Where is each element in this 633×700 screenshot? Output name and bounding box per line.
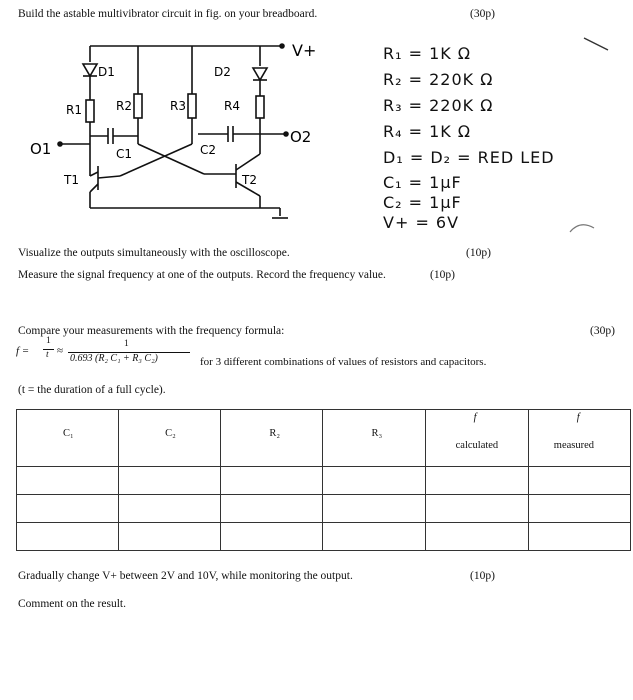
d2-label: D2	[214, 65, 231, 79]
task5-text: Gradually change V+ between 2V and 10V, while monitoring the output.	[18, 570, 353, 582]
cell[interactable]	[17, 523, 119, 551]
o2-label: O2	[290, 128, 312, 146]
formula-num2: 1	[124, 339, 129, 349]
value-r1: R₁ = 1K Ω	[383, 44, 472, 63]
task2-text: Visualize the outputs simultaneously with the oscilloscope.	[18, 247, 290, 259]
formula-den1: t	[46, 350, 49, 360]
r3-label: R3	[170, 99, 186, 113]
task4-points: (30p)	[590, 325, 615, 337]
o1-label: O1	[30, 140, 52, 158]
c2-label: C2	[200, 143, 217, 157]
table-row	[17, 495, 631, 523]
cell[interactable]	[425, 467, 528, 495]
cell[interactable]	[528, 523, 630, 551]
task5-points: (10p)	[470, 570, 495, 582]
d1-label: D1	[98, 65, 115, 79]
task4-text: Compare your measurements with the frequency formula:	[18, 325, 285, 337]
cell[interactable]	[119, 495, 221, 523]
cell[interactable]	[17, 467, 119, 495]
header-f-calculated: f calculated	[425, 410, 528, 467]
cell[interactable]	[221, 495, 323, 523]
value-vplus: V+ = 6V	[383, 213, 460, 232]
cell[interactable]	[221, 467, 323, 495]
task3-text: Measure the signal frequency at one of the outputs. Record the frequency value.	[18, 269, 386, 281]
cell[interactable]	[528, 467, 630, 495]
t1-label: T1	[64, 173, 79, 187]
value-r3: R₃ = 220K Ω	[383, 96, 494, 115]
value-c1: C₁ = 1µF	[383, 173, 462, 192]
formula-tail: for 3 different combinations of values of resistors and capacitors.	[200, 356, 487, 368]
r1-label: R1	[66, 103, 82, 117]
table-row	[17, 523, 631, 551]
t2-label: T2	[242, 173, 257, 187]
cell[interactable]	[17, 495, 119, 523]
table-row	[17, 467, 631, 495]
measurement-table	[16, 409, 631, 551]
task1-text: Build the astable multivibrator circuit in fig. on your breadboard.	[18, 8, 318, 20]
cell[interactable]	[119, 523, 221, 551]
header-c2: C₂	[119, 410, 221, 467]
astable-multivibrator-diagram	[28, 36, 338, 236]
task1-points: (30p)	[470, 8, 495, 20]
pen-mark	[582, 34, 612, 54]
cell[interactable]	[425, 495, 528, 523]
task3-points: (10p)	[430, 269, 455, 281]
header-f-measured: f measured	[528, 410, 630, 467]
formula-approx: ≈	[57, 345, 64, 357]
r2-label: R2	[116, 99, 132, 113]
formula-lhs: f =	[16, 345, 30, 357]
cell[interactable]	[221, 523, 323, 551]
task2-points: (10p)	[466, 247, 491, 259]
cell[interactable]	[323, 495, 425, 523]
cell[interactable]	[323, 467, 425, 495]
r4-label: R4	[224, 99, 240, 113]
cell[interactable]	[119, 467, 221, 495]
cell[interactable]	[528, 495, 630, 523]
task6-text: Comment on the result.	[18, 598, 126, 610]
value-c2: C₂ = 1µF	[383, 193, 462, 212]
header-c1: C₁	[17, 410, 119, 467]
value-r4: R₄ = 1K Ω	[383, 122, 472, 141]
value-diodes: D₁ = D₂ = RED LED	[383, 148, 555, 167]
formula-num1: 1	[46, 336, 51, 346]
vplus-label: V+	[292, 41, 317, 60]
value-r2: R₂ = 220K Ω	[383, 70, 494, 89]
cell[interactable]	[323, 523, 425, 551]
header-r2: R₂	[221, 410, 323, 467]
task4-note: (t = the duration of a full cycle).	[18, 384, 166, 396]
header-r3: R₃	[323, 410, 425, 467]
c1-label: C1	[116, 147, 133, 161]
cell[interactable]	[425, 523, 528, 551]
table-header-row	[17, 410, 631, 467]
formula-den2: 0.693 (R₂ C₁ + R₃ C₂)	[70, 353, 158, 364]
pen-mark-2	[568, 218, 608, 236]
